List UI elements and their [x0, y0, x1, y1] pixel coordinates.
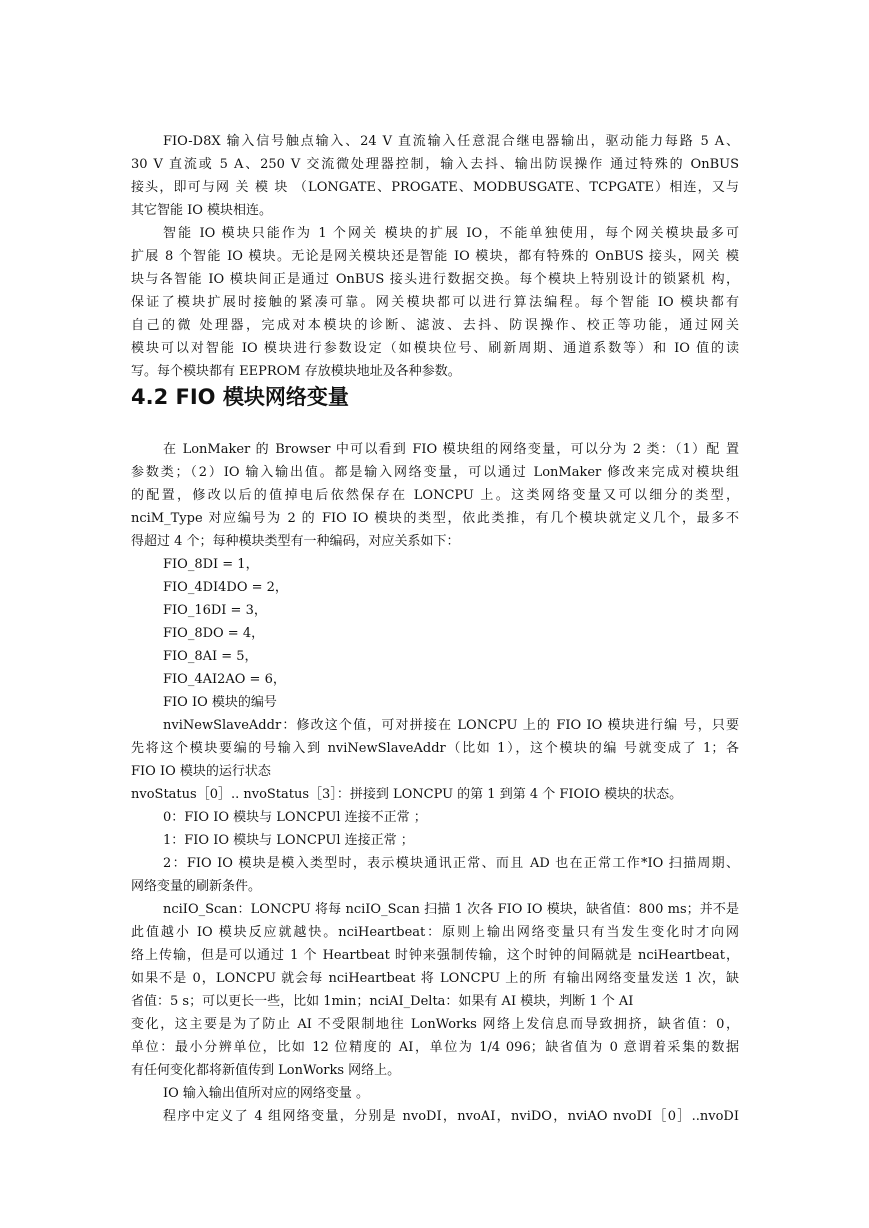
status-state-0: 0：FIO IO 模块与 LONCPUl 连接不正常 ；: [163, 810, 427, 825]
text-line: 写。每个模块都有 EEPROM 存放模块地址及各种参数。: [131, 364, 461, 379]
text-line: FIO IO 模块的运行状态: [131, 764, 271, 779]
code-item: FIO_4DI4DO = 2，: [163, 580, 288, 595]
text-line: 得超过 4 个；每种模块类型有一种编码，对应关系如下：: [131, 534, 460, 549]
text-line: nciIO_Scan：LONCPU 将每 nciIO_Scan 扫描 1 次各 FIO IO 模块，缺省值：800 ms；并不是: [163, 902, 739, 917]
text-line: nciM_Type 对应编号为 2 的 FIO IO 模块的类型，依此类推，有几个模块就定义几个，最多不: [131, 511, 739, 526]
text-line: 络上传输，但是可以通过 1 个 Heartbeat 时钟来强制传输，这个时钟的间隔就是 nciHeartbeat，: [131, 948, 739, 963]
text-line: 智能 IO 模块只能作为 1 个网关 模块的扩展 IO，不能单独使用，每个网关模块最多可: [163, 226, 739, 241]
section-heading: 4.2 FIO 模块网络变量: [131, 385, 349, 409]
text-line: 如果不是 0，LONCPU 就会每 nciHeartbeat 将 LONCPU 上的所 有输出网络变量发送 1 次，缺: [131, 971, 739, 986]
text-line: 在 LonMaker 的 Browser 中可以看到 FIO 模块组的网络变量，可以分为 2 类：（1）配 置: [163, 442, 739, 457]
text-line: 有任何变化都将新值传到 LonWorks 网络上。: [131, 1063, 401, 1078]
code-item: FIO_16DI = 3，: [163, 603, 267, 618]
text-line: 此值越小 IO 模块反应就越快。nciHeartbeat：原则上输出网络变量只有当发生变化时才向网: [131, 925, 739, 940]
text-line: 自己的微 处理器，完成对本模块的诊断、滤波、去抖、防误操作、校正等功能，通过网关: [131, 318, 739, 333]
text-line: 块与各智能 IO 模块间正是通过 OnBUS 接头进行数据交换。每个模块上特别设计的锁紧机 构，: [131, 272, 739, 287]
text-line: 的配置，修改以后的值掉电后依然保存在 LONCPU 上。这类网络变量又可以细分的类型，: [131, 488, 739, 503]
code-item: FIO_8AI = 5，: [163, 649, 258, 664]
text-line: 网络变量的刷新条件。: [131, 879, 262, 894]
text-line: 扩展 8 个智能 IO 模块。无论是网关模块还是智能 IO 模块，都有特殊的 OnBUS 接头，网关 模: [131, 249, 739, 264]
status-line: nvoStatus［0］.. nvoStatus［3］：拼接到 LONCPU 的第 1 到第 4 个 FIOIO 模块的状态。: [131, 787, 683, 802]
code-item: FIO_8DO = 4，: [163, 626, 265, 641]
code-item: FIO_8DI = 1，: [163, 557, 259, 572]
status-state-1: 1：FIO IO 模块与 LONCPUl 连接正常 ；: [163, 833, 414, 848]
status-state-2: 2：FIO IO 模块是模入类型时，表示模块通讯正常、而且 AD 也在正常工作*IO 扫描周期、: [163, 856, 739, 871]
text-line: 保证了模块扩展时接触的紧凑可靠。网关模块都可以进行算法编程。每个智能 IO 模块都有: [131, 295, 739, 310]
code-item: FIO IO 模块的编号: [163, 695, 277, 710]
text-line: 接头，即可与网 关 模 块 （LONGATE、PROGATE、MODBUSGATE、TCPGATE）相连，又与: [131, 180, 739, 195]
text-line: 先将这个模块要编的号输入到 nviNewSlaveAddr（比如 1），这个模块的编 号就变成了 1；各: [131, 741, 739, 756]
text-line: 参数类；（2）IO 输入输出值。都是输入网络变量，可以通过 LonMaker 修改来完成对模块组: [131, 465, 739, 480]
text-line: 单位：最小分辨单位，比如 12 位精度的 AI，单位为 1/4 096；缺省值为 0 意谓着采集的数据: [131, 1040, 739, 1055]
code-item: FIO_4AI2AO = 6，: [163, 672, 286, 687]
text-line: 程序中定义了 4 组网络变量，分别是 nvoDI，nvoAI，nviDO，nviAO nvoDI［0］..nvoDI: [163, 1109, 739, 1124]
text-line: FIO-D8X 输入信号触点输入、24 V 直流输入任意混合继电器输出，驱动能力每路 5 A、: [163, 134, 739, 149]
io-values-title: IO 输入输出值所对应的网络变量 。: [163, 1086, 370, 1101]
text-line: 变化，这主要是为了防止 AI 不受限制地往 LonWorks 网络上发信息而导致拥挤，缺省值：0，: [131, 1017, 739, 1032]
text-line: 其它智能 IO 模块相连。: [131, 203, 273, 218]
text-line: 30 V 直流或 5 A、250 V 交流微处理器控制，输入去抖、输出防误操作 通过特殊的 OnBUS: [131, 157, 739, 172]
text-line: 模块可以对智能 IO 模块进行参数设定（如模块位号、刷新周期、通道系数等）和 IO 值的读: [131, 341, 739, 356]
text-line: 省值：5 s；可以更长一些，比如 1min；nciAI_Delta：如果有 AI 模块，判断 1 个 AI: [131, 994, 634, 1009]
text-line: nviNewSlaveAddr：修改这个值，可对拼接在 LONCPU 上的 FIO IO 模块进行编 号，只要: [163, 718, 739, 733]
